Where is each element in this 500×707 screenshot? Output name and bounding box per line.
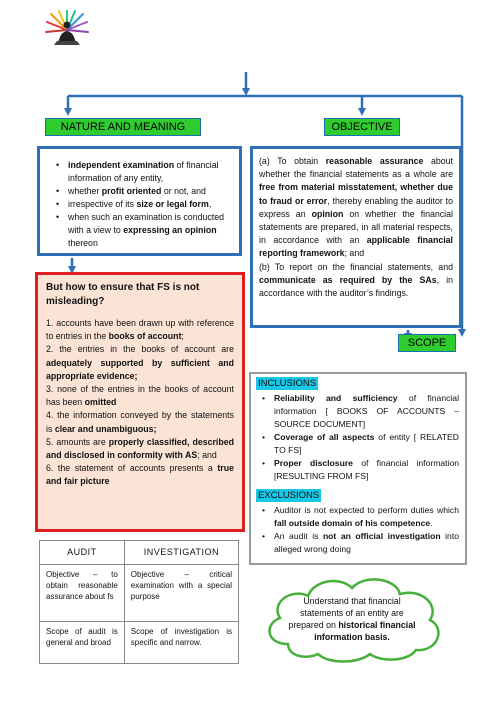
nature-item: • irrespective of its size or legal form, (68, 198, 231, 211)
nature-item: • independent examination of financial information of any entity, (68, 159, 231, 185)
table-row (40, 621, 239, 663)
ensure-point: 4. the information conveyed by the statements is clear and unambiguous; (46, 410, 234, 434)
audit-investigation-table (39, 540, 239, 664)
table-cell: Objective – to obtain reasonable assurance about fs (40, 565, 125, 622)
ensure-point: 6. the statement of accounts presents a true and fair picture (46, 463, 234, 487)
exclusion-item: • An audit is not an official investigation into alleged wrong doing (274, 530, 459, 556)
table-header-investigation: INVESTIGATION (124, 541, 238, 565)
table-cell: Scope of investigation is specific and narrow. (124, 621, 238, 663)
nature-item: • when such an examination is conducted with a view to expressing an opinion thereon (68, 211, 231, 250)
table-header-audit: AUDIT (40, 541, 125, 565)
inclusion-item: • Proper disclosure of financial information [RESULTING FROM FS] (274, 457, 459, 483)
ensure-point: 3. none of the entries in the books of account has been omitted (46, 384, 234, 408)
nature-label: NATURE AND MEANING (45, 118, 201, 136)
objective-a: (a) To obtain reasonable assurance about whether the financial statements as a whole are free from material misstatement, whether due to fraud or error, thereby enabling the auditor to express an opinion on whether the financial statements are prepared, in all material respects, in accordance with an applicable financial reporting framework; and (259, 156, 454, 259)
inclusion-item: • Reliability and sufficiency of financial information [ BOOKS OF ACCOUNTS – SOURCE DOCUMENT] (274, 392, 459, 431)
inclusion-item: • Coverage of all aspects of entity [ RELATED TO FS] (274, 431, 459, 457)
ensure-point: 1. accounts have been drawn up with reference to entries in the books of account; (46, 318, 234, 342)
nature-list (50, 159, 231, 250)
inclusions-list (256, 392, 459, 483)
inclusions-heading: INCLUSIONS (258, 378, 317, 389)
exclusion-item: • Auditor is not expected to perform duties which fall outside domain of his competence. (274, 504, 459, 530)
ensure-point: 5. amounts are properly classified, described and disclosed in conformity with AS; and (46, 436, 235, 461)
cloud-text: Understand that financial statements of an entity are prepared on historical financial information basis. (288, 596, 416, 642)
table-row (40, 565, 239, 622)
exclusions-list (256, 504, 459, 556)
objective-label: OBJECTIVE (324, 118, 400, 136)
ensure-title: But how to ensure that FS is not misleading? (46, 282, 200, 307)
ensure-point: 2. the entries in the books of account are adequately supported by sufficient and appropriate evidence; (46, 344, 234, 381)
exclusions-heading: EXCLUSIONS (258, 490, 320, 501)
scope-label: SCOPE (398, 334, 456, 352)
table-cell: Objective – critical examination with a special purpose (124, 565, 238, 622)
nature-item: • whether profit oriented or not, and (68, 185, 231, 198)
nature-box (37, 146, 242, 256)
ensure-box (35, 272, 245, 532)
objective-box (250, 146, 462, 328)
table-cell: Scope of audit is general and broad (40, 621, 125, 663)
scope-box (249, 372, 467, 565)
objective-b: (b) To report on the financial statements, and communicate as required by the SAs, in accordance with the auditor’s findings. (259, 261, 453, 299)
